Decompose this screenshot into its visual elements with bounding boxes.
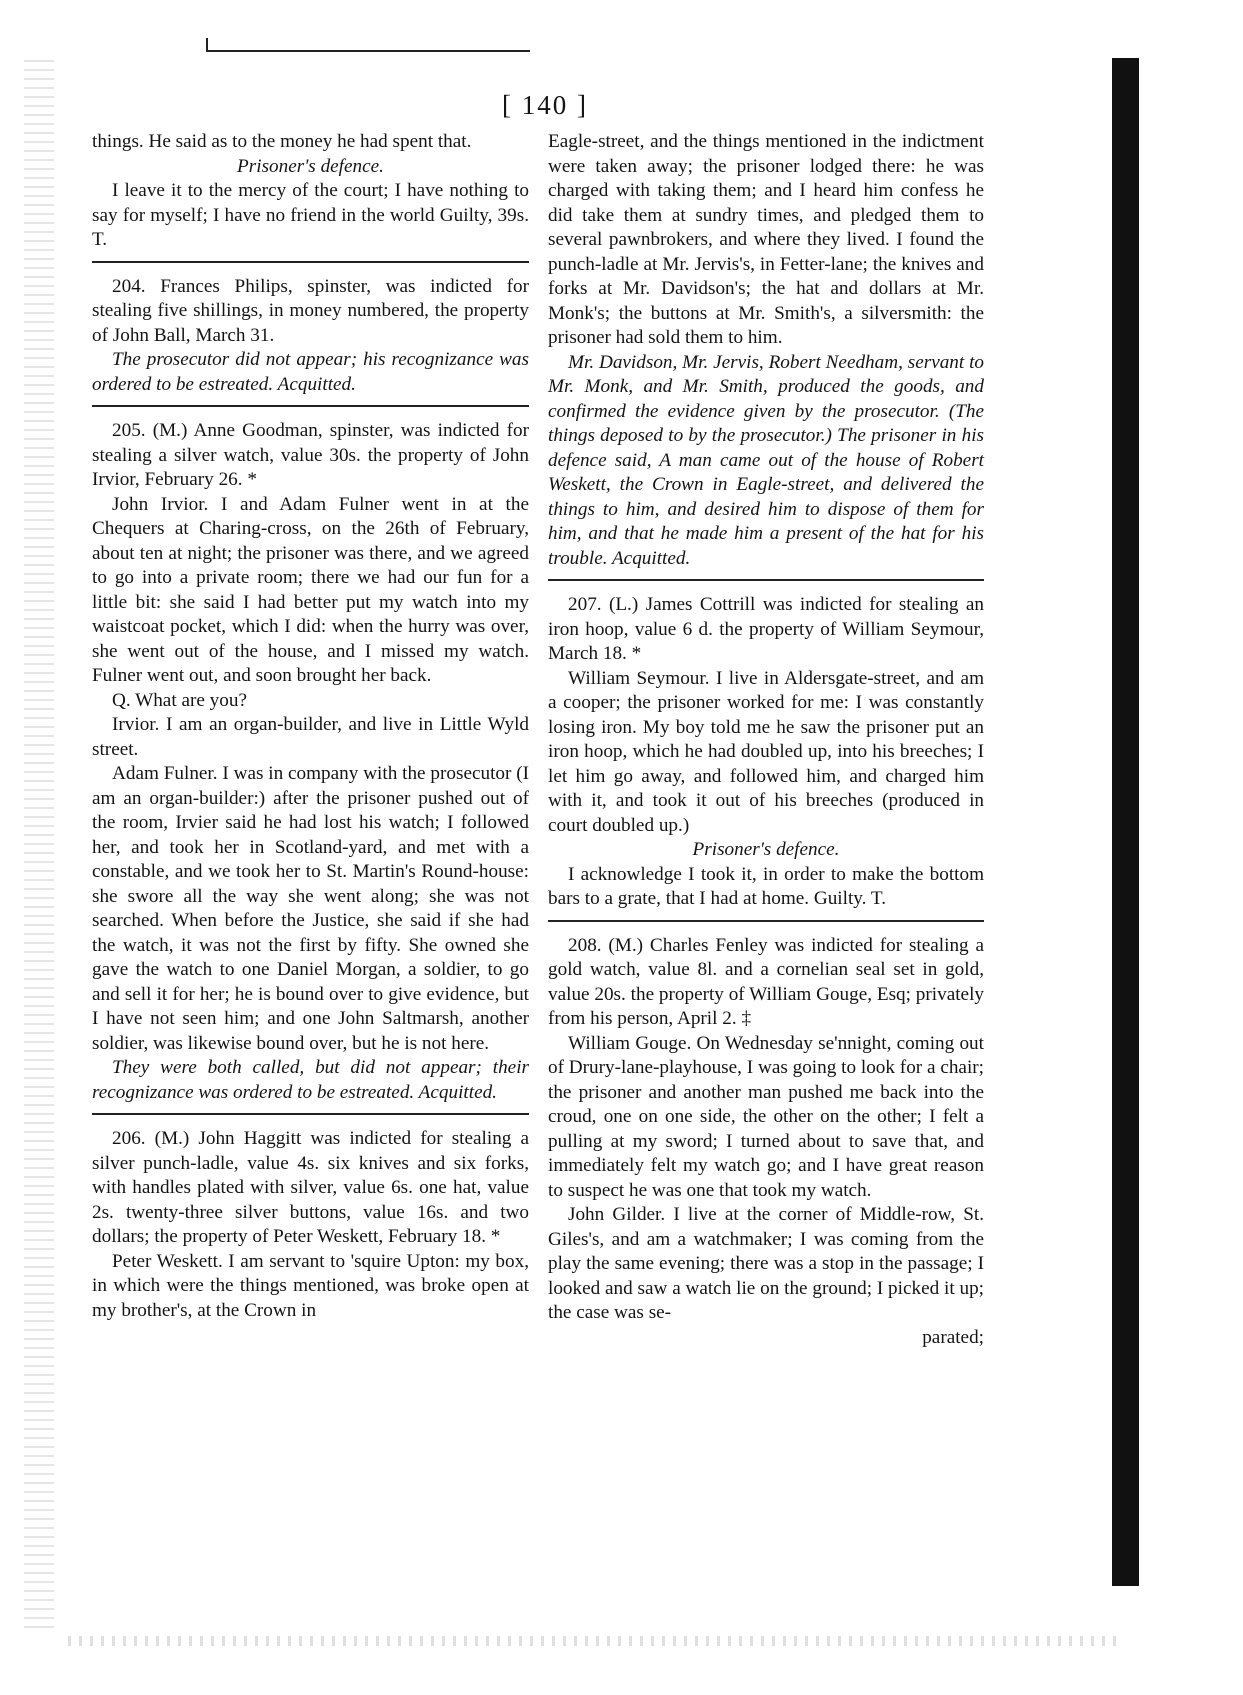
top-rule (208, 50, 530, 52)
section-heading: Prisoner's defence. (237, 155, 384, 177)
catchword: parated; (922, 1326, 984, 1348)
case-heading: 206. (M.) John Haggitt was indicted for stealing a silver punch-ladle, value 4s. six knives and six forks, with handles plated with silver, value 6s. one hat, value 2s. twenty-three silver buttons, value 16s. and two dollars; the property of Peter Weskett, February 18. * (92, 1128, 529, 1247)
testimony: John Gilder. I live at the corner of Middle-row, St. Giles's, and am a watchmaker; I was coming from the play the same evening; there was a stop in the passage; I looked and saw a watch lie on the ground; I picked it up; the case was se- (548, 1204, 984, 1323)
verdict-note: They were both called, but did not appear; their recognizance was ordered to be estreated. Acquitted. (92, 1057, 529, 1103)
case-divider (92, 1113, 529, 1115)
paragraph: Eagle-street, and the things mentioned in the indictment were taken away; the prisoner lodged there: he was charged with taking them; and I heard him confess he did take them at sundry times, and pledged them to several pawnbrokers, and where they lived. I found the punch-ladle at Mr. Jervis's, in Fetter-lane; the knives and forks at Mr. Davidson's; the hat and dollars at Mr. Monk's; the buttons at Mr. Smith's, a silversmith: the prisoner had sold them to him. (548, 131, 984, 348)
verdict-note: The prosecutor did not appear; his recognizance was ordered to be estreated. Acquitted. (92, 349, 529, 395)
testimony: Adam Fulner. I was in company with the prosecutor (I am an organ-builder:) after the prisoner pushed out of the room, Irvier said he had lost his watch; I followed her, and took her in Scotland-yard, and met with a constable, and we took her to St. Martin's Round-house: she swore all the way she went along; she was not searched. When before the Justice, she said if she had the watch, it was not the first by fifty. She owned she gave the watch to one Daniel Morgan, a soldier, to go and sell it for her; he is bound over to give evidence, but I have not seen him; and one John Saltmarsh, another soldier, was likewise bound over, but he is not here. (92, 763, 529, 1054)
left-column (92, 130, 529, 1323)
testimony: John Irvior. I and Adam Fulner went in at the Chequers at Charing-cross, on the 26th of February, about ten at night; the prisoner was there, and we agreed to go into a private room; there we had our fun for a little bit: she said I had better put my watch into my waistcoat pocket, which I did: when the hurry was over, she went out of the house, and I missed my watch. Fulner went out, and soon brought her back. (92, 493, 529, 686)
case-divider (92, 405, 529, 407)
page-number: [ 140 ] (502, 90, 588, 120)
case-heading: 208. (M.) Charles Fenley was indicted for stealing a gold watch, value 8l. and a cornelian seal set in gold, value 20s. the property of William Gouge, Esq; privately from his person, April 2. ‡ (548, 934, 984, 1029)
scan-edge-bar (1112, 58, 1139, 1586)
testimony: Peter Weskett. I am servant to 'squire Upton: my box, in which were the things mentioned, was broke open at my brother's, at the Crown in (92, 1250, 529, 1321)
testimony: William Seymour. I live in Aldersgate-street, and am a cooper; the prisoner worked for me: I was constantly losing iron. My boy told me he saw the prisoner put an iron hoop, which he had doubled up, into his breeches; I let him go away, and followed him, and charged him with it, and took it out of his breeches (produced in court doubled up.) (548, 667, 984, 836)
paragraph: I leave it to the mercy of the court; I have nothing to say for myself; I have no friend in the world Guilty, 39s. T. (92, 180, 529, 250)
scan-gutter-noise (24, 60, 54, 1630)
section-heading: Prisoner's defence. (692, 839, 840, 860)
case-divider (548, 920, 984, 922)
scan-bottom-noise (68, 1636, 1118, 1646)
paragraph: things. He said as to the money he had spent that. (92, 131, 472, 152)
case-heading: 205. (M.) Anne Goodman, spinster, was indicted for stealing a silver watch, value 30s. the property of John Irvior, February 26. * (92, 420, 529, 490)
case-heading: 204. Frances Philips, spinster, was indicted for stealing five shillings, in money numbered, the property of John Ball, March 31. (92, 275, 529, 346)
testimony: Irvior. I am an organ-builder, and live in Little Wyld street. (92, 714, 529, 760)
right-column (548, 130, 984, 1350)
case-heading: 207. (L.) James Cottrill was indicted for stealing an iron hoop, value 6 d. the property of William Seymour, March 18. * (548, 594, 984, 664)
top-rule-tick (206, 38, 208, 52)
verdict-note: Mr. Davidson, Mr. Jervis, Robert Needham, servant to Mr. Monk, and Mr. Smith, produced the goods, and confirmed the evidence given by the prosecutor. (The things deposed to by the prosecutor.) The prisoner in his defence said, A man came out of the house of Robert Weskett, the Crown in Eagle-street, and delivered the things to him, and desired him to dispose of them for him, and that he made him a present of the hat for his trouble. Acquitted. (548, 351, 984, 569)
question: Q. What are you? (112, 689, 247, 711)
paragraph: I acknowledge I took it, in order to make the bottom bars to a grate, that I had at home. Guilty. T. (548, 863, 984, 909)
testimony: William Gouge. On Wednesday se'nnight, coming out of Drury-lane-playhouse, I was going to look for a chair; the prisoner and another man pushed me back into the croud, one on one side, the other on the other; I felt a pulling at my sword; I turned about to save that, and immediately felt my watch go; and I have great reason to suspect he was one that took my watch. (548, 1032, 984, 1201)
case-divider (548, 579, 984, 581)
case-divider (92, 261, 529, 263)
